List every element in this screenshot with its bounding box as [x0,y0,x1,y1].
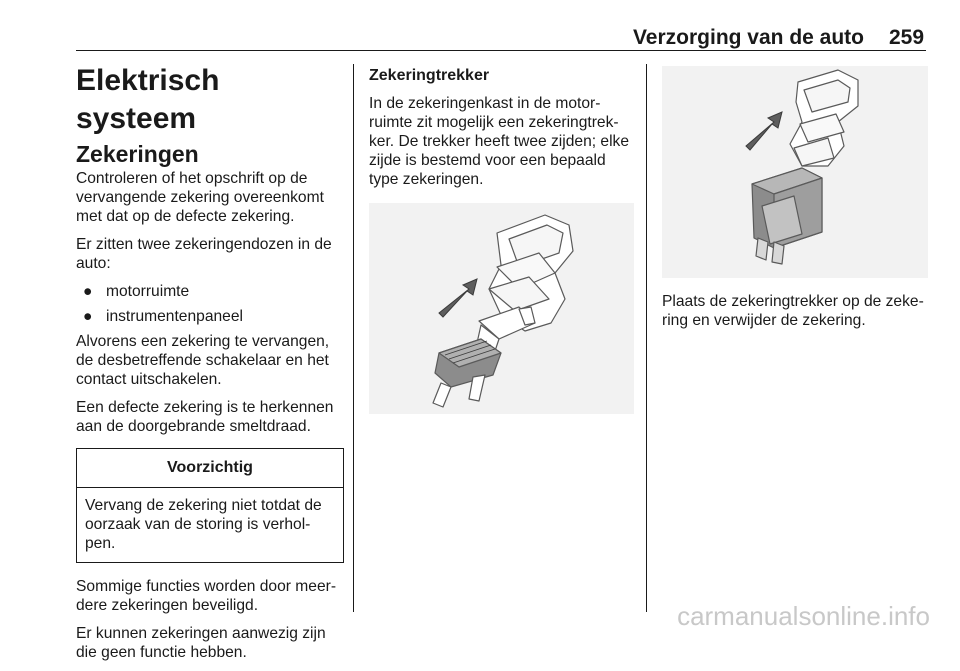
figure-caption: Plaats de zekeringtrekker op de zekering en verwijder de zekering. [662,293,924,329]
caution-title: Voorzichtig [77,449,343,488]
column-right [662,66,928,339]
page-number: 259 [889,26,925,49]
list-item: ● motorruimte [83,283,190,300]
bullet-icon: ● [83,308,93,325]
fusebox-list [76,282,344,326]
page-header-title: Verzorging van de auto [632,26,864,49]
paragraph: Een defecte zekering is te herkennen aan de doorgebrande smeltdraad. [76,399,334,435]
paragraph: Sommige functies worden door meerdere zekeringen beveiligd. [76,578,337,614]
caution-body: Vervang de zekering niet totdat de oorzaak van de storing is verholpen. [85,497,322,552]
column-divider-left [353,64,354,612]
column-middle [369,66,634,414]
bullet-icon: ● [83,283,93,300]
header-rule [76,50,926,51]
paragraph: Er kunnen zekeringen aanwezig zijn die geen functie hebben. [76,625,326,661]
list-item: ● instrumentenpaneel [83,308,243,325]
subsection-title: Zekeringen [76,141,199,167]
column-divider-right [646,64,647,612]
paragraph: In de zekeringenkast in de motorruimte zit mogelijk een zekeringtrekker. De trekker heeft twee zijden; elke zijde is bestemd voor een bepaald type zekeringen. [369,95,630,188]
column-left [76,62,344,671]
caution-box [76,448,344,563]
paragraph: Alvorens een zekering te vervangen, de desbetreffende schakelaar en het contact uitschakelen. [76,333,330,388]
watermark: carmanualsonline.info [677,601,930,631]
fuse-puller-illustration [369,203,634,414]
paragraph: Controleren of het opschrift op de vervangende zekering overeenkomt met dat op de defecte zekering. [76,170,324,225]
section-title: Elektrisch systeem [76,64,220,135]
paragraph: Er zitten twee zekeringendozen in de auto: [76,236,332,272]
fuse-puller-illustration-2 [662,66,928,278]
section-heading: Zekeringtrekker [369,67,490,84]
